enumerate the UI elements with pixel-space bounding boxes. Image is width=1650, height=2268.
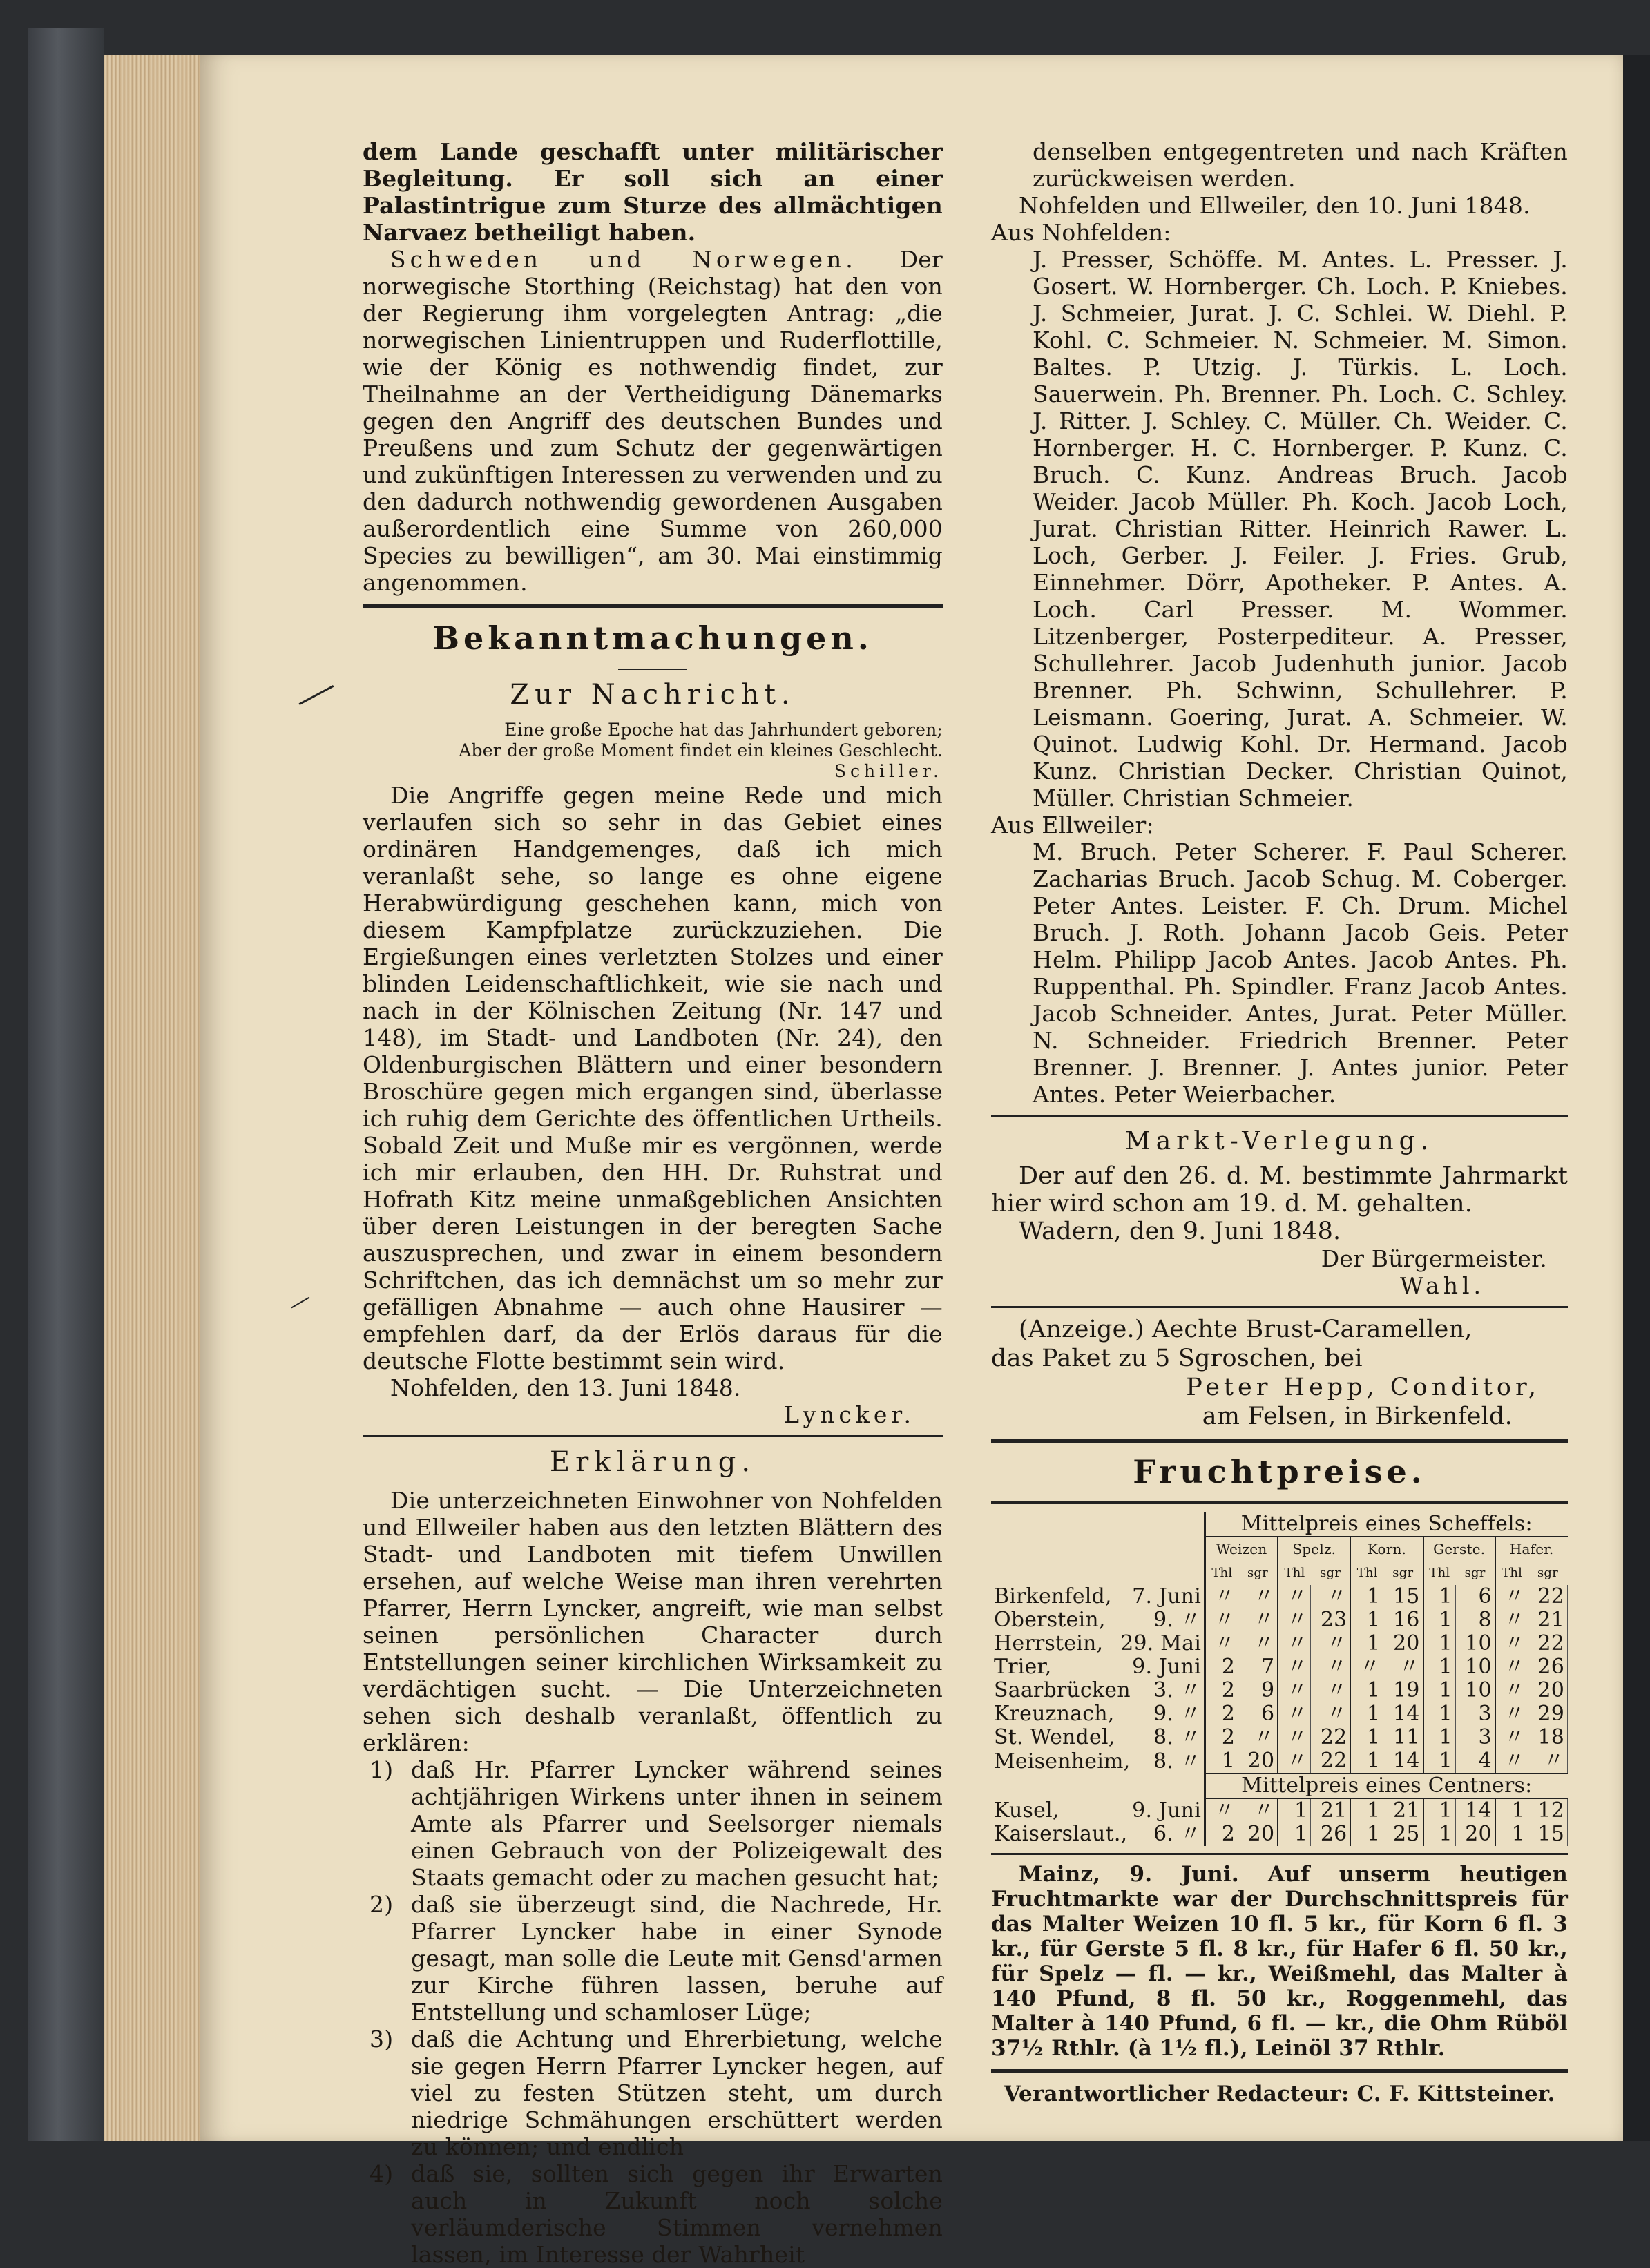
unit-label: sgr	[1311, 1561, 1351, 1586]
price-cell: 1	[1350, 1823, 1383, 1846]
price-cell: 〃	[1238, 1726, 1278, 1749]
price-cell: 1	[1278, 1823, 1311, 1846]
price-cell: 〃	[1238, 1798, 1278, 1823]
motto-line: Eine große Epoche hat das Jahrhundert geboren;	[504, 720, 943, 740]
short-divider	[618, 669, 687, 670]
unit-label: Thl	[1284, 1566, 1305, 1580]
city-cell	[991, 1823, 1205, 1846]
city-cell	[991, 1655, 1205, 1679]
price-cell: 14	[1383, 1702, 1423, 1726]
price-cell: 〃	[1495, 1608, 1528, 1632]
price-cell: 1	[1205, 1749, 1238, 1774]
price-cell: 2	[1205, 1823, 1238, 1846]
price-cell: 〃	[1495, 1585, 1528, 1608]
divider	[991, 1501, 1568, 1504]
price-cell: 〃	[1278, 1749, 1311, 1774]
scheffel-header: Mittelpreis eines Scheffels:	[1205, 1512, 1568, 1537]
aus-nohfelden: Aus Nohfelden:	[991, 219, 1171, 246]
price-cell: 1	[1350, 1632, 1383, 1655]
item-text: daß sie überzeugt sind, die Nachrede, Hr. Pfarrer Lyncker habe in einer Synode gesagt, man solle die Leute mit Gensd'armen zur Kirche führen lassen, beruhe auf Entstellung und schamloser Lüge;	[411, 1891, 943, 2026]
price-date: 9. 〃	[1153, 1702, 1201, 1726]
table-row	[991, 1608, 1568, 1632]
item-number: 1)	[370, 1756, 394, 1783]
price-cell: 〃	[1278, 1726, 1311, 1749]
table-row	[991, 1823, 1568, 1846]
price-cell: 26	[1528, 1655, 1567, 1679]
city-cell	[991, 1679, 1205, 1702]
price-cell: 1	[1350, 1608, 1383, 1632]
markt-text: Der auf den 26. d. M. bestimmte Jahrmarkt hier wird schon am 19. d. M. gehalten.	[991, 1162, 1568, 1218]
redacteur-line: Verantwortlicher Redacteur: C. F. Kittsteiner.	[1004, 2082, 1555, 2106]
grain-header: Gerste.	[1423, 1537, 1495, 1561]
price-cell: 1	[1423, 1726, 1456, 1749]
price-cell: 1	[1423, 1823, 1456, 1846]
table-row	[991, 1798, 1568, 1823]
price-cell: 〃	[1278, 1585, 1311, 1608]
table-row	[991, 1726, 1568, 1749]
city-name: Herrstein,	[994, 1631, 1104, 1655]
price-table	[991, 1512, 1568, 1846]
price-cell: 7	[1238, 1655, 1278, 1679]
markt-signature-name: Wahl.	[1399, 1272, 1485, 1299]
price-cell: 6	[1455, 1585, 1495, 1608]
ellweiler-names: M. Bruch. Peter Scherer. F. Paul Scherer. Zacharias Bruch. Jacob Schug. M. Coberger. Peter Antes. Leister. F. Ch. Drum. Michel Bruch. J. Roth. Johann Jacob Geis. Peter Helm. Philipp Jacob Antes. Jacob Antes. Ph. Ruppenthal. Ph. Spindler. Franz Jacob Antes. Jacob Schneider. Antes, Jurat. Peter Müller. N. Schneider. Friedrich Brenner. Peter Brenner. J. Brenner. J. Antes junior. Peter Antes. Peter Weierbacher.	[1033, 838, 1568, 1108]
grain-header: Weizen	[1205, 1537, 1278, 1561]
price-cell: 22	[1528, 1585, 1567, 1608]
price-cell: 8	[1455, 1608, 1495, 1632]
price-cell: 1	[1495, 1823, 1528, 1846]
price-cell: 22	[1311, 1726, 1351, 1749]
scheffel-rows	[991, 1585, 1568, 1774]
price-cell: 1	[1495, 1798, 1528, 1823]
grain-header: Spelz.	[1278, 1537, 1350, 1561]
mainz-report: Mainz, 9. Juni. Auf unserm heutigen Fruchtmarkte war der Durchschnittspreis für das Malter Weizen 10 fl. 5 kr., für Korn 6 fl. 3 kr., für Gerste 5 fl. 8 kr., für Hafer 6 fl. 50 kr., für Spelz — fl. — kr., Weißmehl, das Malter à 140 Pfund, 8 fl. 50 kr., Roggenmehl, das Malter à 140 Pfund, 6 fl. — kr., die Ohm Rüböl 37½ Rthlr. (à 1½ fl.), Leinöl 37 Rthlr.	[991, 1862, 1568, 2061]
sweden-heading: Schweden und Norwegen.	[390, 246, 857, 273]
signature-date: Nohfelden und Ellweiler, den 10. Juni 1848.	[1019, 192, 1531, 219]
list-item	[363, 1891, 943, 2026]
city-cell	[991, 1608, 1205, 1632]
price-cell: 10	[1455, 1655, 1495, 1679]
price-cell: 〃	[1205, 1585, 1238, 1608]
price-cell: 22	[1311, 1749, 1351, 1774]
price-cell: 1	[1423, 1702, 1456, 1726]
price-cell: 1	[1350, 1726, 1383, 1749]
price-cell: 1	[1423, 1798, 1456, 1823]
price-cell: 1	[1350, 1798, 1383, 1823]
markt-signature-title: Der Bürgermeister.	[1321, 1245, 1547, 1272]
fruchtpreise-heading: Fruchtpreise.	[1133, 1453, 1426, 1490]
price-cell: 14	[1383, 1749, 1423, 1774]
erklaerung-title: Erklärung.	[549, 1446, 756, 1478]
motto-author: Schiller.	[834, 761, 943, 781]
price-cell: 29	[1528, 1702, 1567, 1726]
price-cell: 1	[1350, 1702, 1383, 1726]
item-text: daß die Achtung und Ehrerbietung, welche sie gegen Herrn Pfarrer Lyncker hegen, auf viel zu festen Stützen steht, um durch niedrige Schmähungen erschüttert werden zu können; und endlich	[411, 2026, 943, 2160]
price-date: 7. Juni	[1132, 1584, 1201, 1608]
intro-paragraph: dem Lande geschafft unter militärischer Begleitung. Er soll sich an einer Palastintrigue zum Sturze des allmächtigen Narvaez betheiligt haben.	[363, 138, 943, 246]
price-cell: 22	[1528, 1632, 1567, 1655]
city-cell	[991, 1749, 1205, 1774]
table-row	[991, 1679, 1568, 1702]
unit-label: Thl	[1211, 1566, 1233, 1580]
price-cell: 1	[1278, 1798, 1311, 1823]
price-cell: 〃	[1495, 1632, 1528, 1655]
price-cell: 〃	[1278, 1608, 1311, 1632]
empty-cell	[991, 1537, 1205, 1561]
aus-ellweiler: Aus Ellweiler:	[991, 811, 1154, 838]
price-cell: 6	[1238, 1702, 1278, 1726]
empty-cell	[991, 1512, 1205, 1537]
price-cell: 15	[1528, 1823, 1567, 1846]
price-cell: 23	[1311, 1608, 1351, 1632]
price-cell: 〃	[1238, 1632, 1278, 1655]
price-cell: 11	[1383, 1726, 1423, 1749]
city-name: Kreuznach,	[994, 1702, 1115, 1726]
price-cell: 14	[1455, 1798, 1495, 1823]
price-cell: 1	[1423, 1749, 1456, 1774]
unit-label: Thl	[1502, 1566, 1523, 1580]
markt-title: Markt-Verlegung.	[1124, 1127, 1435, 1155]
table-row	[991, 1632, 1568, 1655]
nachricht-signature: Lyncker.	[784, 1401, 915, 1428]
price-cell: 〃	[1205, 1798, 1238, 1823]
table-row	[991, 1749, 1568, 1774]
price-cell: 2	[1205, 1726, 1238, 1749]
city-name: Saarbrücken	[994, 1678, 1131, 1702]
price-cell: 〃	[1528, 1749, 1567, 1774]
divider	[991, 1306, 1568, 1308]
price-cell: 〃	[1238, 1585, 1278, 1608]
price-cell: 10	[1455, 1632, 1495, 1655]
item-number: 3)	[370, 2026, 394, 2053]
erklaerung-text: Die unterzeichneten Einwohner von Nohfelden und Ellweiler haben aus den letzten Blättern des Stadt- und Landboten mit tiefem Unwillen ersehen, auf welche Weise man ihren verehrten Pfarrer, Herrn Lyncker, angreift, wie man selbst seinen persönlichen Character durch Entstellungen seiner kirchlichen Wirksamkeit zu verdächtigen sucht. — Die Unterzeichneten sehen sich deshalb veranlaßt, öffentlich zu erklären:	[363, 1487, 943, 1756]
price-date: 9. Juni	[1132, 1655, 1201, 1679]
price-cell: 12	[1528, 1798, 1567, 1823]
sweden-text: Der norwegische Storthing (Reichstag) hat den von der Regierung ihm vorgelegten Antrag: „die norwegischen Linientruppen und Ruderflottille, wie der König es nothwendig findet, zur Theilnahme an der Vertheidigung Dänemarks gegen den Angriff des deutschen Bundes und Preußens und zum Schutz der gegenwärtigen und zukünftigen Interessen zu verwenden und zu den dadurch nothwendig gewordenen Ausgaben außerordentlich eine Summe von 260,000 Species zu bewilligen“, am 30. Mai einstimmig angenommen.	[363, 246, 943, 596]
markt-date: Wadern, den 9. Juni 1848.	[1019, 1218, 1341, 1245]
city-name: Birkenfeld,	[994, 1584, 1112, 1608]
city-name: Kaiserslaut.,	[994, 1822, 1128, 1846]
price-cell: 1	[1350, 1585, 1383, 1608]
price-cell: 〃	[1278, 1632, 1311, 1655]
city-cell	[991, 1726, 1205, 1749]
divider	[991, 1853, 1568, 1855]
price-cell: 〃	[1205, 1608, 1238, 1632]
price-date: 29. Mai	[1120, 1631, 1201, 1655]
nohfelden-names: J. Presser, Schöffe. M. Antes. L. Presser. J. Gosert. W. Hornberger. Ch. Loch. P. Kniebes. J. Schmeier, Jurat. J. C. Schlei. W. Diehl. P. Kohl. C. Schmeier. N. Schmeier. M. Simon. Baltes. P. Utzig. J. Türkis. L. Loch. Sauerwein. Ph. Brenner. Ph. Loch. C. Schley. J. Ritter. J. Schley. C. Müller. Ch. Weider. C. Hornberger. H. C. Hornberger. P. Kunz. C. Bruch. C. Kunz. Andreas Bruch. Jacob Weider. Jacob Müller. Ph. Koch. Jacob Loch, Jurat. Christian Ritter. Heinrich Rawer. L. Loch, Gerber. J. Feiler. J. Fries. Grub, Einnehmer. Dörr, Apotheker. P. Antes. A. Loch. Carl Presser. M. Wommer. Litzenberger, Posterpediteur. A. Presser, Schullehrer. Jacob Judenhuth junior. Jacob Brenner. Ph. Schwinn, Schullehrer. P. Leismann. Goering, Jurat. A. Schmeier. W. Quinot. Ludwig Kohl. Dr. Hermand. Jacob Kunz. Christian Decker. Christian Quinot, Müller. Christian Schmeier.	[1033, 246, 1568, 811]
price-cell: 〃	[1311, 1632, 1351, 1655]
item-number: 2)	[370, 1891, 394, 1918]
price-cell: 20	[1238, 1749, 1278, 1774]
price-cell: 10	[1455, 1679, 1495, 1702]
price-cell: 〃	[1495, 1749, 1528, 1774]
price-cell: 〃	[1311, 1679, 1351, 1702]
table-row	[991, 1655, 1568, 1679]
price-cell: 20	[1238, 1823, 1278, 1846]
price-cell: 〃	[1495, 1702, 1528, 1726]
motto-line: Aber der große Moment findet ein kleines Geschlecht.	[459, 740, 943, 760]
price-date: 6. 〃	[1153, 1822, 1201, 1846]
price-cell: 3	[1455, 1702, 1495, 1726]
price-cell: 〃	[1278, 1702, 1311, 1726]
price-cell: 〃	[1350, 1655, 1383, 1679]
city-name: Meisenheim,	[994, 1749, 1131, 1774]
table-row	[991, 1702, 1568, 1726]
price-cell: 1	[1423, 1632, 1456, 1655]
list-item	[363, 1756, 943, 1891]
divider	[991, 1115, 1568, 1117]
unit-label: sgr	[1383, 1561, 1423, 1586]
price-cell: 21	[1383, 1798, 1423, 1823]
price-cell: 2	[1205, 1702, 1238, 1726]
price-cell: 16	[1383, 1608, 1423, 1632]
city-cell	[991, 1798, 1205, 1823]
item-text: daß sie, sollten sich gegen ihr Erwarten auch in Zukunft noch solche verläumderische Stimmen vernehmen lassen, im Interesse der Wahrheit	[411, 2160, 943, 2268]
sweden-paragraph	[363, 246, 943, 596]
empty-cell	[991, 1774, 1205, 1798]
anzeige-line: Peter Hepp, Conditor,	[1186, 1374, 1540, 1401]
list-item	[363, 2160, 943, 2268]
price-cell: 20	[1383, 1632, 1423, 1655]
price-cell: 1	[1350, 1679, 1383, 1702]
price-cell: 〃	[1495, 1679, 1528, 1702]
price-cell: 1	[1423, 1585, 1456, 1608]
divider	[363, 1435, 943, 1437]
city-cell	[991, 1585, 1205, 1608]
list-item	[363, 2026, 943, 2160]
price-cell: 26	[1311, 1823, 1351, 1846]
city-cell	[991, 1632, 1205, 1655]
price-cell: 19	[1383, 1679, 1423, 1702]
unit-label: Thl	[1356, 1566, 1378, 1580]
price-cell: 〃	[1495, 1655, 1528, 1679]
divider	[363, 604, 943, 608]
nachricht-title: Zur Nachricht.	[510, 679, 796, 711]
city-name: Kusel,	[994, 1798, 1059, 1823]
grain-header: Hafer.	[1495, 1537, 1568, 1561]
nachricht-text: Die Angriffe gegen meine Rede und mich verlaufen sich so sehr in das Gebiet eines ordinären Handgemenges, daß ich mich veranlaßt sehe, so lange es ohne eigene Herabwürdigung geschehen kann, mich von diesem Kampfplatze zurückzuziehen. Die Ergießungen eines verletzten Stolzes und einer blinden Leidenschaftlichkeit, wie sie nach und nach in der Kölnischen Zeitung (Nr. 147 und 148), im Stadt- und Landboten (Nr. 24), den Oldenburgischen Blättern und einer besondern Broschüre gegen mich ergangen sind, überlasse ich ruhig dem Gerichte des öffentlichen Urtheils. Sobald Zeit und Muße mir es vergönnen, werde ich mir erlauben, den HH. Dr. Ruhstrat und Hofrath Kitz meine unmaßgeblichen Ansichten über deren Leistungen in der beregten Sache auszusprechen, und zwar in einem besondern Schriftchen, das ich demnächst um so mehr zur gefälligen Abnahme — auch ohne Hausirer — empfehlen darf, da der Erlös daraus für die deutsche Flotte bestimmt sein wird.	[363, 782, 943, 1374]
city-name: Trier,	[994, 1655, 1052, 1679]
left-column	[363, 138, 943, 2268]
book-binding	[28, 28, 104, 2141]
unit-label: sgr	[1537, 1566, 1558, 1580]
price-cell: 〃	[1311, 1702, 1351, 1726]
price-cell: 20	[1455, 1823, 1495, 1846]
price-cell: 1	[1423, 1608, 1456, 1632]
price-date: 8. 〃	[1153, 1749, 1201, 1774]
price-cell: 1	[1423, 1655, 1456, 1679]
price-cell: 〃	[1311, 1655, 1351, 1679]
nachricht-date: Nohfelden, den 13. Juni 1848.	[390, 1374, 741, 1401]
price-date: 8. 〃	[1153, 1725, 1201, 1749]
price-cell: 2	[1205, 1655, 1238, 1679]
price-cell: 3	[1455, 1726, 1495, 1749]
price-cell: 25	[1383, 1823, 1423, 1846]
centner-header: Mittelpreis eines Centners:	[1205, 1774, 1568, 1798]
price-cell: 〃	[1278, 1679, 1311, 1702]
table-row	[991, 1585, 1568, 1608]
price-cell: 〃	[1383, 1655, 1423, 1679]
grain-header: Korn.	[1350, 1537, 1423, 1561]
price-cell: 〃	[1278, 1655, 1311, 1679]
price-date: 3. 〃	[1153, 1678, 1201, 1702]
unit-label: Thl	[1429, 1566, 1450, 1580]
item-text: daß Hr. Pfarrer Lyncker während seines achtjährigen Wirkens unter ihnen in seinem Amte als Pfarrer und Seelsorger niemals einen Gebrauch von der Polizeigewalt des Staats gemacht oder zu machen gesucht hat;	[411, 1756, 943, 1891]
price-cell: 15	[1383, 1585, 1423, 1608]
divider	[991, 2069, 1568, 2073]
price-cell: 21	[1311, 1798, 1351, 1823]
price-date: 9. Juni	[1132, 1798, 1201, 1823]
city-name: Oberstein,	[994, 1608, 1106, 1632]
price-date: 9. 〃	[1153, 1608, 1201, 1632]
price-cell: 21	[1528, 1608, 1567, 1632]
price-cell: 4	[1455, 1749, 1495, 1774]
city-cell	[991, 1702, 1205, 1726]
price-cell: 〃	[1238, 1608, 1278, 1632]
dark-margin	[1623, 55, 1650, 2141]
price-cell: 〃	[1205, 1632, 1238, 1655]
price-cell: 9	[1238, 1679, 1278, 1702]
price-cell: 1	[1423, 1679, 1456, 1702]
price-cell: 2	[1205, 1679, 1238, 1702]
price-cell: 20	[1528, 1679, 1567, 1702]
price-cell: 18	[1528, 1726, 1567, 1749]
anzeige-line: (Anzeige.) Aechte Brust-Caramellen,	[1019, 1316, 1472, 1343]
price-cell: 1	[1350, 1749, 1383, 1774]
centner-rows	[991, 1798, 1568, 1846]
price-cell: 〃	[1495, 1726, 1528, 1749]
anzeige-line: am Felsen, in Birkenfeld.	[1202, 1403, 1513, 1430]
item-number: 4)	[370, 2160, 394, 2187]
unit-label: sgr	[1238, 1561, 1278, 1586]
empty-cell	[991, 1561, 1205, 1586]
price-cell: 〃	[1311, 1585, 1351, 1608]
page-edges	[104, 55, 200, 2141]
anzeige-line: das Paket zu 5 Sgroschen, bei	[991, 1345, 1363, 1372]
right-column	[991, 138, 1568, 2108]
unit-label: sgr	[1455, 1561, 1495, 1586]
continuation-text: denselben entgegentreten und nach Kräften zurückweisen werden.	[1033, 138, 1568, 192]
bekanntmachungen-heading: Bekanntmachungen.	[432, 619, 873, 657]
city-name: St. Wendel,	[994, 1725, 1115, 1749]
divider	[991, 1439, 1568, 1443]
